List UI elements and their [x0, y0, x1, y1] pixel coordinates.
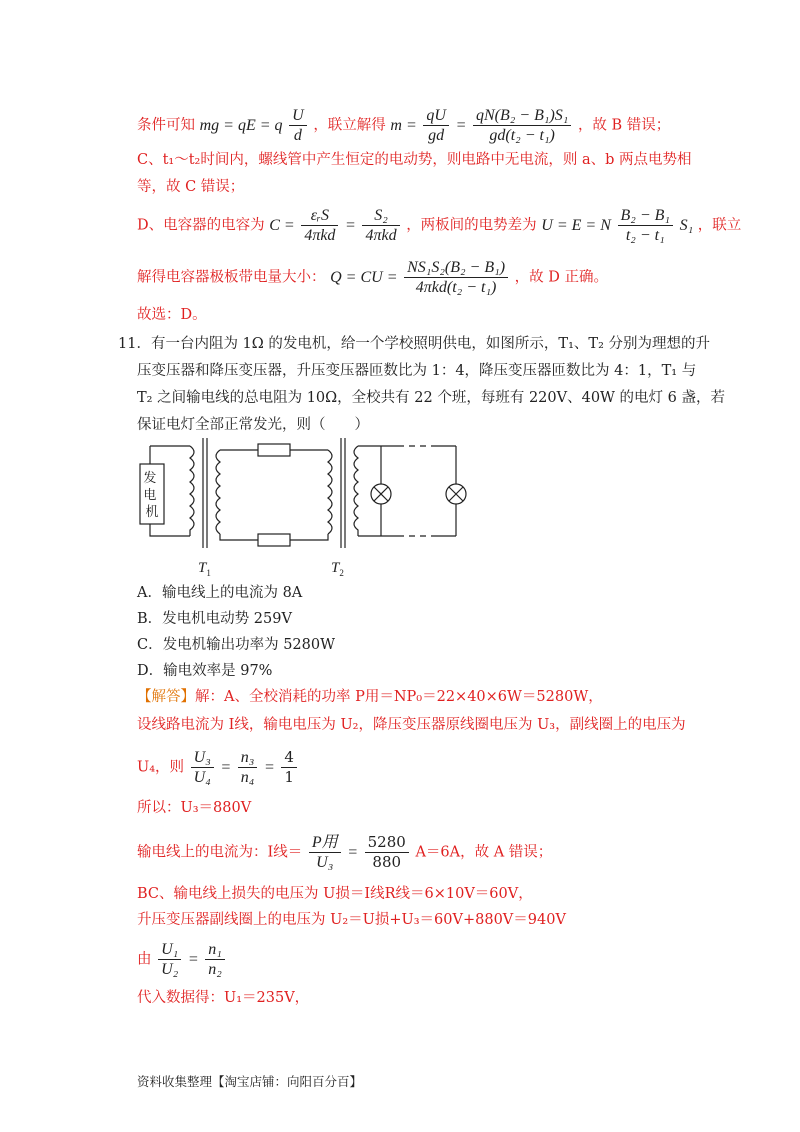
t2-letter: T: [331, 560, 340, 576]
t1-primary-coil: [190, 446, 194, 536]
text: ，联立: [697, 217, 742, 234]
option-c: C．发电机输出功率为 5280W: [137, 637, 336, 653]
answer-line-9: 代入数据得：U₁＝235V，: [137, 990, 310, 1006]
fraction-u3-u4: [191, 748, 214, 787]
solution-line-c1: C、t₁～t₂时间内，螺线管中产生恒定的电动势，则电路中无电流，则 a、b 两点电势相: [137, 152, 692, 168]
t1-subscript: 1: [206, 568, 211, 578]
question-line-1: 11．有一台内阻为 1Ω 的发电机，给一个学校照明供电，如图所示，T₁、T₂ 分别为理想的升: [118, 336, 710, 352]
denominator: U₄: [193, 769, 211, 786]
denominator: 4πkd(t₂ − t₁): [415, 279, 497, 296]
fraction-U-d: [289, 106, 307, 145]
fraction-qU-gd: [423, 106, 449, 145]
footer-text: 资料收集整理【淘宝店铺：向阳百分百】: [137, 1074, 363, 1089]
generator-label: [143, 471, 160, 520]
numerator: S₂: [362, 206, 399, 226]
denominator: t₂ − t₁: [625, 227, 665, 244]
solution-line-b: [137, 106, 670, 145]
denominator: 880: [372, 853, 402, 871]
answer-line-3: U₄，则 $\frac{\text{U₃}}{\text{U₄}}$ = $\frac{\text{n₃}}{\text{n₄}}$ = $\frac{4}{1}$: [137, 748, 299, 787]
text: 输电线上的电流为：I线＝: [137, 844, 303, 861]
math: mg = qE = q: [199, 116, 283, 134]
solution-line-e: [137, 258, 608, 297]
equals: =: [455, 116, 467, 134]
text: D、电容器的电容为: [137, 217, 265, 234]
denominator: gd(t₂ − t₁): [489, 127, 555, 144]
text: 由: [137, 951, 152, 968]
denominator: gd: [428, 127, 445, 144]
denominator: d: [293, 127, 302, 144]
math: S₁: [679, 216, 694, 234]
denominator: U₃: [316, 854, 334, 871]
numerator: 5280: [365, 833, 409, 853]
t1-letter: T: [198, 560, 207, 576]
fraction-charge: [404, 258, 508, 297]
text: A＝6A，故 A 错误；: [415, 844, 553, 861]
numerator: n₁: [205, 940, 225, 960]
numerator: P用: [309, 833, 341, 853]
t2-secondary-coil: [354, 446, 358, 536]
numerator: qN(B₂ − B₁)S₁: [473, 106, 571, 126]
solution-line-d: D、电容器的电容为 C = $\frac{\text{εᵣS}}{\text{4πkd}}$ = $\frac{\text{S₂}}{\text{4πkd}}$ ，两板间的电势差为 U = E = N $\frac{\text{B₂ − B₁}}{\text{t₂ − t₁}}$ S₁ ，联立: [137, 207, 742, 244]
option-b: B．发电机电动势 259V: [137, 611, 292, 627]
numerator: U₃: [191, 748, 214, 768]
numerator: qU: [423, 106, 449, 126]
fraction-n3-n4: [238, 748, 258, 787]
question-line-3: T₂ 之间输电线的总电阻为 10Ω，全校共有 22 个班，每班有 220V、40W 的电灯 6 盏，若: [137, 390, 726, 406]
numerator: NS₁S₂(B₂ − B₁): [404, 258, 508, 278]
circuit-diagram: [136, 432, 476, 582]
fraction-5280-880: [365, 833, 409, 872]
numerator: εᵣS: [301, 206, 338, 226]
answer-line-6: BC、输电线上损失的电压为 U损＝I线R线＝6×10V＝60V，: [137, 886, 533, 902]
numerator: n₃: [238, 748, 258, 768]
numerator: B₂ − B₁: [618, 206, 673, 226]
math: Q = CU =: [330, 268, 398, 286]
t1-secondary-coil: [216, 450, 220, 534]
t2-label: [331, 560, 344, 578]
generator-label-char: 机: [145, 505, 159, 520]
denominator: n₄: [240, 769, 255, 786]
fraction-n1-n2: [205, 940, 225, 979]
answer-line-1: [137, 687, 603, 707]
equals: =: [220, 758, 232, 776]
answer-line-2: 设线路电流为 I线，输电电压为 U₂，降压变压器原线圈电压为 U₃，副线圈上的电压为: [137, 717, 686, 733]
answer-line-7: 升压变压器副线圈上的电压为 U₂＝U损+U₃＝60V+880V＝940V: [137, 912, 566, 928]
question-line-2: 压变压器和降压变压器，升压变压器匝数比为 1：4，降压变压器匝数比为 4：1，T₁ 与: [137, 363, 697, 379]
text: ，故 D 正确。: [514, 269, 608, 286]
fraction-capacitance: [301, 206, 338, 245]
denominator: n₂: [208, 961, 222, 978]
line-resistor-bottom: [258, 534, 290, 546]
t2-primary-coil: [328, 450, 332, 534]
generator-label-char: 电: [143, 488, 157, 503]
fraction-result: [473, 106, 571, 145]
question-line-4: 保证电灯全部正常发光，则（ ）: [137, 417, 369, 433]
fraction-s2: [362, 206, 399, 245]
t1-label: [198, 560, 211, 578]
text: 解得电容器极板带电量大小：: [137, 269, 326, 286]
solution-choose: 故选：D。: [137, 307, 207, 323]
generator-label-char: 发: [143, 471, 157, 486]
math: U = E = N: [541, 216, 611, 234]
line-resistor-top: [258, 444, 290, 456]
math: m =: [390, 116, 417, 134]
answer-tag: 【解答】: [137, 689, 195, 705]
answer-line-5: 输电线上的电流为：I线＝ $\frac{\text{P用}}{\text{U₃}}$ = $\frac{5280}{880}$ A＝6A，故 A 错误；: [137, 833, 553, 871]
text: 条件可知: [137, 117, 195, 134]
option-a: A．输电线上的电流为 8A: [137, 585, 303, 601]
option-d: D．输电效率是 97%: [137, 663, 273, 679]
fraction-u1-u2: [158, 940, 181, 979]
answer-line-4: 所以：U₃＝880V: [137, 800, 252, 816]
t2-subscript: 2: [339, 568, 344, 578]
fraction-p-u3: [309, 833, 341, 872]
text: 解：A、全校消耗的功率 P用＝NP₀＝22×40×6W＝5280W，: [195, 689, 603, 705]
solution-line-c2: 等，故 C 错误；: [137, 179, 245, 195]
numerator: U₁: [158, 940, 181, 960]
denominator: 4πkd: [365, 227, 397, 244]
math: C =: [269, 216, 295, 234]
text: U₄，则: [137, 759, 185, 776]
fraction-dB-dt: [618, 206, 673, 245]
text: ，故 B 错误；: [577, 117, 671, 134]
denominator: 1: [284, 768, 294, 786]
denominator: 4πkd: [304, 227, 336, 244]
answer-line-8: 由 $\frac{\text{U₁}}{\text{U₂}}$ = $\frac{\text{n₁}}{\text{n₂}}$: [137, 940, 227, 979]
text: ，两板间的电势差为: [406, 217, 537, 234]
numerator: 4: [281, 748, 297, 768]
denominator: U₂: [161, 961, 179, 978]
fraction-4-1: [281, 748, 297, 787]
numerator: U: [289, 106, 307, 126]
text: ，联立解得: [313, 117, 386, 134]
